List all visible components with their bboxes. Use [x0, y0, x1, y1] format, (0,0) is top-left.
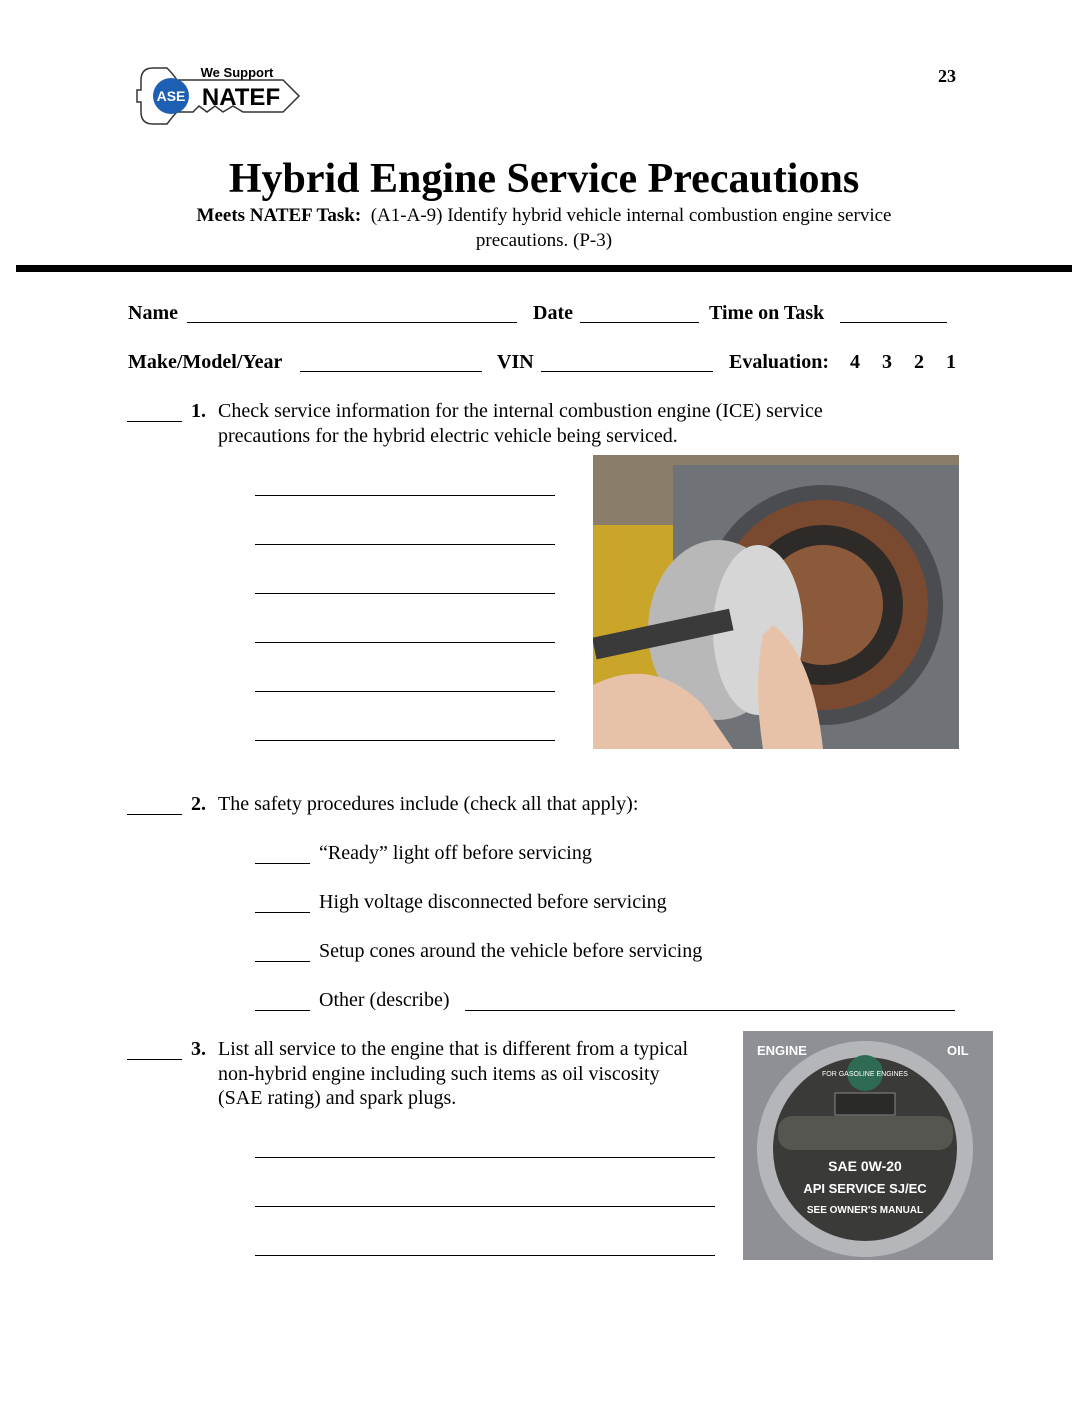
q3-answer-line[interactable]	[255, 1157, 715, 1158]
q3-text-line2: non-hybrid engine including such items as oil viscosity	[218, 1063, 660, 1085]
oil-cap-engine-text: ENGINE	[757, 1043, 807, 1058]
option-cones-checkbox[interactable]	[255, 961, 310, 962]
page-number: 23	[938, 66, 956, 86]
q1-answer-line[interactable]	[255, 593, 555, 594]
other-describe-field[interactable]	[465, 1010, 955, 1011]
oil-cap-manual-text: SEE OWNER'S MANUAL	[806, 1205, 924, 1216]
task-text-line2: precautions. (P-3)	[475, 230, 613, 251]
q3-number: 3.	[191, 1038, 206, 1060]
ase-badge-text: ASE	[156, 88, 186, 104]
q1-answer-line[interactable]	[255, 544, 555, 545]
oil-cap-badge-text: FOR GASOLINE ENGINES	[822, 1071, 908, 1078]
option-high-voltage-label: High voltage disconnected before servicing	[319, 891, 667, 913]
q2-number: 2.	[191, 793, 206, 815]
score-4[interactable]: 4	[850, 351, 860, 373]
make-model-year-label: Make/Model/Year	[128, 351, 283, 373]
motor-puller-photo	[593, 455, 959, 749]
score-2[interactable]: 2	[914, 351, 924, 373]
option-cones-label: Setup cones around the vehicle before servicing	[319, 940, 703, 962]
q1-answer-line[interactable]	[255, 495, 555, 496]
q1-check-blank[interactable]	[127, 421, 182, 422]
q3-check-blank[interactable]	[127, 1059, 182, 1060]
option-high-voltage-checkbox[interactable]	[255, 912, 310, 913]
task-description	[0, 206, 1088, 225]
page-title: Hybrid Engine Service Precautions	[228, 156, 860, 202]
header-divider	[16, 265, 1072, 272]
name-field[interactable]	[187, 322, 517, 323]
option-other-label: Other (describe)	[319, 989, 450, 1011]
q2-text: The safety procedures include (check all that apply):	[218, 793, 639, 815]
svg-text:NATEF: NATEF	[201, 84, 281, 111]
q1-text-line2: precautions for the hybrid electric vehicle being serviced.	[218, 425, 678, 447]
option-ready-light-label: “Ready” light off before servicing	[319, 842, 592, 864]
natef-logo	[133, 60, 303, 130]
evaluation-label: Evaluation:	[729, 351, 830, 373]
q1-answer-line[interactable]	[255, 740, 555, 741]
q1-text-line1: Check service information for the internal combustion engine (ICE) service	[218, 400, 823, 422]
score-3[interactable]: 3	[882, 351, 892, 373]
svg-text:We Support: We Support	[200, 65, 274, 80]
vin-field[interactable]	[541, 371, 713, 372]
q1-number: 1.	[191, 400, 206, 422]
q2-check-blank[interactable]	[127, 814, 182, 815]
date-field[interactable]	[580, 322, 699, 323]
q3-text-line3: (SAE rating) and spark plugs.	[218, 1087, 457, 1109]
oil-cap-sae-text: SAE 0W-20	[828, 1158, 902, 1174]
score-1[interactable]: 1	[946, 351, 956, 373]
option-ready-light-checkbox[interactable]	[255, 863, 310, 864]
oil-cap-photo	[743, 1031, 993, 1260]
oil-cap-api-text: API SERVICE SJ/EC	[803, 1181, 927, 1196]
task-label: Meets NATEF Task:	[196, 205, 362, 226]
option-other-checkbox[interactable]	[255, 1010, 310, 1011]
vin-label: VIN	[497, 351, 534, 373]
q3-answer-line[interactable]	[255, 1206, 715, 1207]
time-on-task-label: Time on Task	[709, 302, 825, 324]
task-text-line1: (A1-A-9) Identify hybrid vehicle internal combustion engine service	[370, 205, 892, 226]
q1-answer-line[interactable]	[255, 642, 555, 643]
time-on-task-field[interactable]	[840, 322, 947, 323]
q1-answer-line[interactable]	[255, 691, 555, 692]
name-label: Name	[128, 302, 178, 324]
make-model-year-field[interactable]	[300, 371, 482, 372]
q3-text-line1: List all service to the engine that is different from a typical	[218, 1038, 689, 1060]
date-label: Date	[533, 302, 573, 324]
oil-cap-oil-text: OIL	[947, 1043, 969, 1058]
q3-answer-line[interactable]	[255, 1255, 715, 1256]
